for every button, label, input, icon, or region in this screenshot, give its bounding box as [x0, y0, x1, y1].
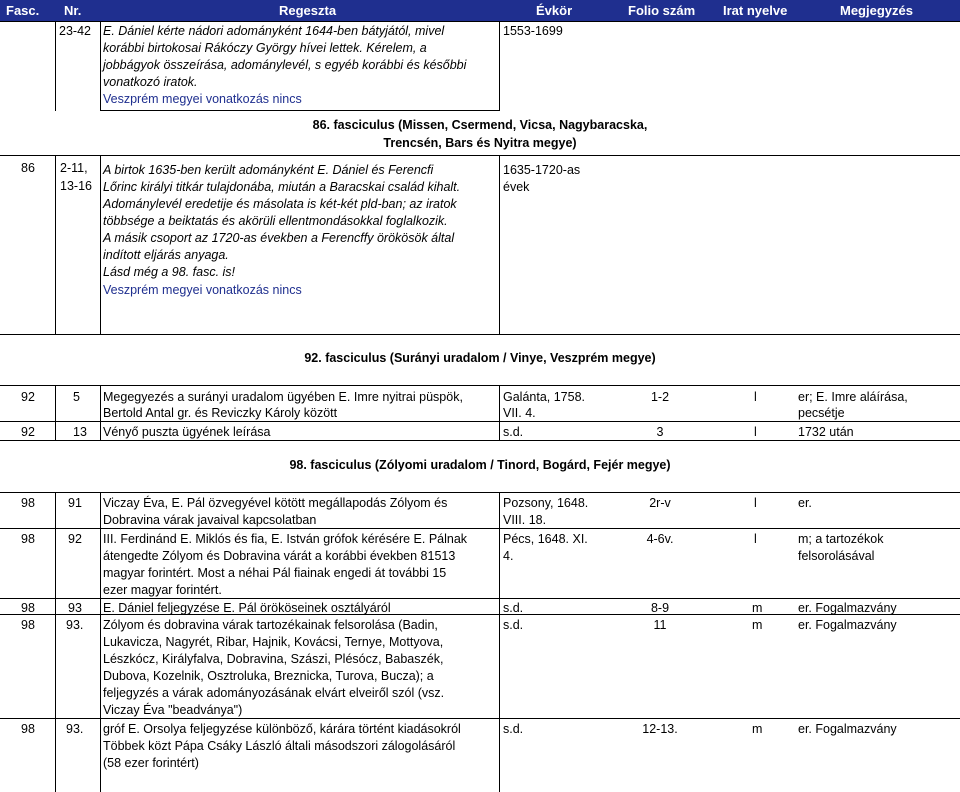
regeszta-line: Zólyom és dobravina várak tartozékainak felsorolása (Badin,	[103, 618, 438, 632]
regeszta-line: Lukavicza, Nagyrét, Ribar, Hajnik, Kovácsi, Ternye, Mottyova,	[103, 635, 444, 649]
regeszta-line: magyar forintért. Most a néhai Pál fiainak engedi át további 15	[103, 566, 447, 580]
nyelv-cell: m	[752, 722, 763, 736]
veszprem-note: Veszprém megyei vonatkozás nincs	[103, 92, 302, 106]
regeszta-line: E. Dániel feljegyzése E. Pál örököseinek osztályáról	[103, 601, 391, 615]
regeszta-line: vonatkozó iratok.	[103, 75, 198, 89]
nyelv-cell: l	[754, 496, 757, 510]
section-title-92: 92. fasciculus (Surányi uradalom / Vinye, Veszprém megye)	[304, 351, 656, 365]
megjegyzes-cell: er; E. Imre aláírása,	[798, 390, 908, 404]
header-fasc[interactable]: Fasc.	[6, 3, 40, 18]
regeszta-line: A birtok 1635-ben került adományként E. Dániel és Ferencfi	[103, 163, 434, 177]
fasc-cell: 98	[21, 618, 35, 632]
folio-cell: 2r-v	[649, 496, 671, 510]
megjegyzes-cell: er. Fogalmazvány	[798, 601, 897, 615]
nr-cell: 93.	[66, 618, 84, 632]
megjegyzes-cell: er. Fogalmazvány	[798, 722, 897, 736]
evkor-cell: VII. 4.	[503, 406, 536, 420]
header-irat-nyelve[interactable]: Irat nyelve	[723, 3, 788, 18]
nr-cell: 5	[73, 390, 80, 404]
nyelv-cell: m	[752, 618, 763, 632]
regeszta-line: Lásd még a 98. fasc. is!	[103, 265, 236, 279]
folio-cell: 8-9	[650, 601, 670, 615]
regeszta-line: A másik csoport az 1720-as években a Ferencffy örökösök által	[103, 231, 455, 245]
section-title-98: 98. fasciculus (Zólyomi uradalom / Tinord, Bogárd, Fejér megye)	[289, 458, 671, 472]
regeszta-line: indított eljárás anyaga.	[103, 248, 229, 262]
regeszta-line: Viczay Éva, E. Pál özvegyével kötött megállapodás Zólyom és	[103, 496, 448, 510]
nyelv-cell: m	[752, 601, 763, 615]
regeszta-line: Dobravina várak javaival kapcsolatban	[103, 513, 317, 527]
megjegyzes-cell: felsorolásával	[798, 549, 875, 563]
regeszta-line: ezer magyar forintért.	[103, 583, 222, 597]
regeszta-line: Lőrinc királyi titkár tulajdonába, miután a Baracskai család kihalt.	[103, 180, 461, 194]
regeszta-line: E. Dániel kérte nádori adományként 1644-ben bátyjától, mivel	[103, 24, 445, 38]
megjegyzes-cell: pecsétje	[798, 406, 845, 420]
fasc-cell: 98	[21, 601, 35, 615]
megjegyzes-cell: er. Fogalmazvány	[798, 618, 897, 632]
fasc-cell: 98	[21, 532, 35, 546]
regeszta-line: III. Ferdinánd E. Miklós és fia, E. István grófok kérésére E. Pálnak	[103, 532, 468, 546]
column-header-bar	[0, 0, 960, 21]
nr-cell: 23-42	[59, 24, 91, 38]
nr-cell: 2-11,	[60, 161, 88, 175]
regeszta-line: Adománylevél eredetije és másolata is két-két pld-ban; az iratok	[103, 197, 457, 211]
regeszta-line: Többek közt Pápa Csáky László általi másodszori zálogolásáról	[103, 739, 456, 753]
nyelv-cell: l	[754, 532, 757, 546]
folio-cell: 12-13.	[642, 722, 678, 736]
veszprem-note: Veszprém megyei vonatkozás nincs	[103, 283, 302, 297]
regeszta-line: gróf E. Orsolya feljegyzése különböző, kárára történt kiadásokról	[103, 722, 461, 736]
evkor-cell: Pécs, 1648. XI.	[503, 532, 588, 546]
folio-cell: 1-2	[650, 390, 670, 404]
fasc-cell: 86	[21, 161, 35, 175]
section-title-86-line2: Trencsén, Bars és Nyitra megye)	[383, 136, 577, 150]
header-megjegyzes[interactable]: Megjegyzés	[840, 3, 913, 18]
fasc-cell: 98	[21, 496, 35, 510]
megjegyzes-cell: 1732 után	[798, 425, 854, 439]
nr-cell: 93.	[66, 722, 84, 736]
header-evkor[interactable]: Évkör	[536, 3, 573, 18]
nr-cell: 92	[68, 532, 82, 546]
header-nr[interactable]: Nr.	[64, 3, 82, 18]
evkor-cell: s.d.	[503, 425, 524, 439]
header-regeszta[interactable]: Regeszta	[279, 3, 337, 18]
regeszta-line: feljegyzés a várak adományozásának elvárt elveiről szól (vsz.	[103, 686, 445, 700]
section-title-86-line1: 86. fasciculus (Missen, Csermend, Vicsa, Nagybaracska,	[312, 118, 648, 132]
fasc-cell: 92	[21, 390, 35, 404]
folio-cell: 3	[656, 425, 664, 439]
regeszta-line: Megegyezés a surányi uradalom ügyében E. Imre nyitrai püspök,	[103, 390, 463, 404]
regeszta-line: átengedte Zólyom és Dobravina várát a korábbi években 81513	[103, 549, 456, 563]
evkor-cell: s.d.	[503, 618, 524, 632]
evkor-cell: 1635-1720-as	[503, 163, 581, 177]
evkor-cell: s.d.	[503, 601, 524, 615]
evkor-cell: VIII. 18.	[503, 513, 547, 527]
regeszta-line: Vényő puszta ügyének leírása	[103, 425, 271, 439]
regeszta-line: Dubova, Kozelnik, Osztroluka, Breznicka, Turova, Bucza); a	[103, 669, 434, 683]
megjegyzes-cell: m; a tartozékok	[798, 532, 884, 546]
nyelv-cell: l	[754, 425, 757, 439]
regeszta-line: Bertold Antal gr. és Reviczky Károly között	[103, 406, 338, 420]
regeszta-line: (58 ezer forintért)	[103, 756, 199, 770]
nr-cell: 93	[68, 601, 82, 615]
evkor-cell: évek	[503, 180, 530, 194]
nr-cell: 91	[68, 496, 82, 510]
regeszta-line: Viczay Éva "beadványa")	[103, 703, 243, 717]
folio-cell: 4-6v.	[646, 532, 674, 546]
nr-cell: 13-16	[60, 179, 92, 193]
megjegyzes-cell: er.	[798, 496, 812, 510]
regeszta-line: Lészkócz, Királyfalva, Dobravina, Szászi, Plésócz, Babaszék,	[103, 652, 444, 666]
evkor-cell: s.d.	[503, 722, 524, 736]
folio-cell: 11	[653, 618, 667, 632]
evkor-cell: 4.	[503, 549, 514, 563]
regeszta-line: jobbágyok összeírása, adománylevél, s egyéb korábbi és későbbi	[103, 58, 467, 72]
evkor-cell: Pozsony, 1648.	[503, 496, 589, 510]
nr-cell: 13	[73, 425, 87, 439]
evkor-cell: 1553-1699	[503, 24, 563, 38]
evkor-cell: Galánta, 1758.	[503, 390, 586, 404]
header-folio[interactable]: Folio szám	[628, 3, 696, 18]
regeszta-line: többsége a beiktatás és akörüli ellentmondásokkal foglalkozik.	[103, 214, 448, 228]
regeszta-line: korábbi birtokosai Rákóczy György hívei lettek. Kérelem, a	[103, 41, 427, 55]
nyelv-cell: l	[754, 390, 757, 404]
fasc-cell: 98	[21, 722, 35, 736]
fasc-cell: 92	[21, 425, 35, 439]
